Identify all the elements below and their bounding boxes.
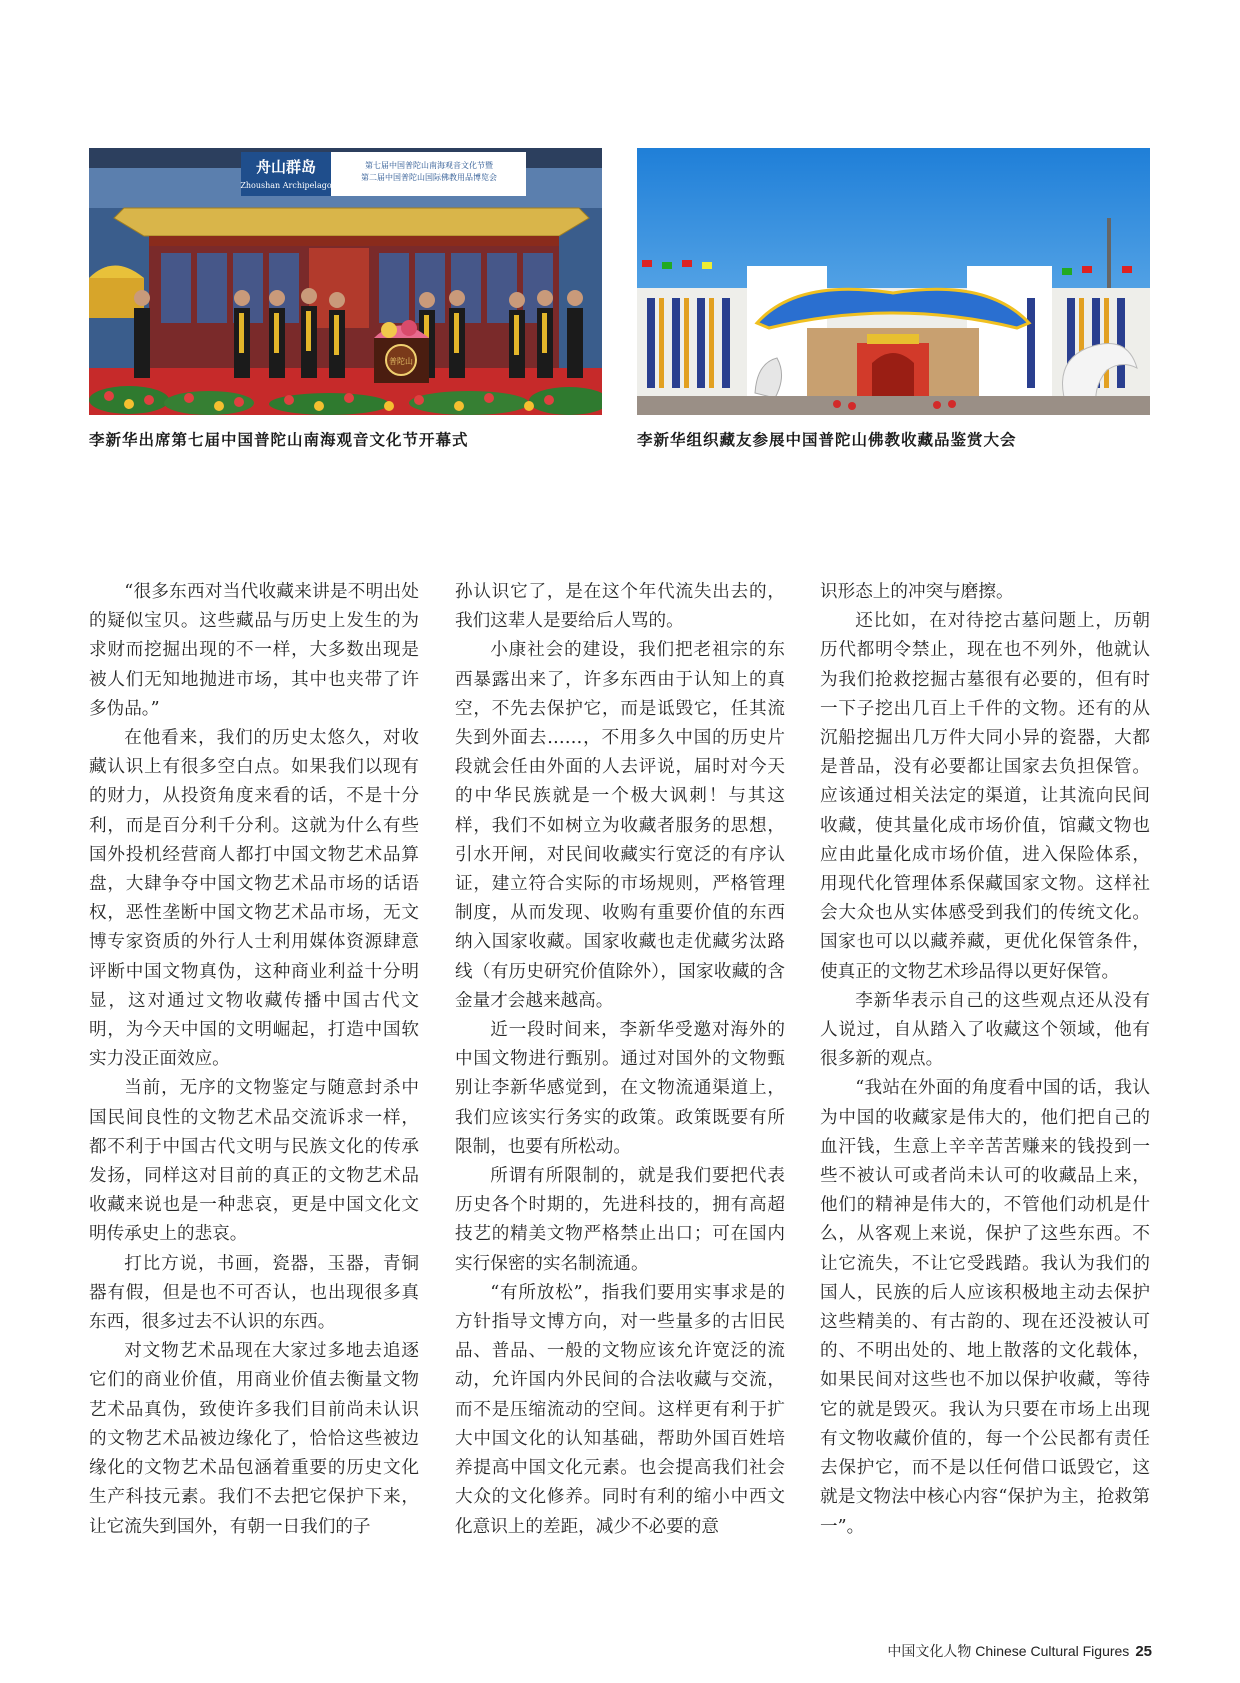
paragraph: 当前，无序的文物鉴定与随意封杀中国民间良性的文物艺术品交流诉求一样，都不利于中国古代文明与民族文化的传承发扬，同样这对目前的真正的文物艺术品收藏来说也是一种悲哀，更是中国文化文明传承史上的悲哀。 [89, 1078, 419, 1245]
paragraph-continued: 识形态上的冲突与磨擦。 [820, 582, 1014, 602]
exhibition-illustration [637, 148, 1150, 415]
banner-title: 舟山群岛 [255, 158, 317, 176]
paragraph: 李新华表示自己的这些观点还从没有人说过，自从踏入了收藏这个领域，他有很多新的观点。 [820, 990, 1150, 1070]
article-column-1 [89, 578, 419, 1542]
banner-subtitle: Zhoushan Archipelago [240, 181, 332, 190]
caption-exhibition-hall: 李新华组织藏友参展中国普陀山佛教收藏品鉴赏大会 [637, 430, 1017, 449]
article-column-2 [455, 578, 785, 1542]
banner-line-2: 第二届中国普陀山国际佛教用品博览会 [361, 173, 497, 182]
paragraph: 对文物艺术品现在大家过多地去追逐它们的商业价值，用商业价值去衡量文物艺术品真伪，致使许多我们目前尚未认识的文物艺术品被边缘化了，恰恰这些被边缘化的文物艺术品包涵着重要的历史文化生产科技元素。我们不去把它保护下来，让它流失到国外，有朝一日我们的子 [89, 1341, 419, 1537]
photo-opening-ceremony [89, 148, 602, 415]
podium-text: 普陀山 [389, 357, 413, 366]
paragraph-continued: 孙认识它了，是在这个年代流失出去的，我们这辈人是要给后人骂的。 [455, 582, 785, 632]
magazine-title: 中国文化人物 Chinese Cultural Figures [887, 1643, 1130, 1659]
paragraph: “有所放松”，指我们要用实事求是的方针指导文博方向，对一些量多的古旧民品、普品、一般的文物应该允许宽泛的流动，允许国内外民间的合法收藏与交流，而不是压缩流动的空间。这样更有利于扩大中国文化的认知基础，帮助外国百姓培养提高中国文化元素。也会提高我们社会大众的文化修养。同时有利的缩小中西文化意识上的差距，减少不必要的意 [455, 1282, 785, 1537]
paragraph: “很多东西对当代收藏来讲是不明出处的疑似宝贝。这些藏品与历史上发生的为求财而挖掘出现的不一样，大多数出现是被人们无知地抛进市场，其中也夹带了许多伪品。” [89, 582, 419, 719]
caption-opening-ceremony: 李新华出席第七届中国普陀山南海观音文化节开幕式 [89, 430, 469, 449]
paragraph: 所谓有所限制的，就是我们要把代表历史各个时期的，先进科技的，拥有高超技艺的精美文物严格禁止出口；可在国内实行保密的实名制流通。 [455, 1166, 785, 1274]
paragraph: 打比方说，书画，瓷器，玉器，青铜器有假，但是也不可否认，也出现很多真东西，很多过去不认识的东西。 [89, 1253, 419, 1333]
banner-line-1: 第七届中国普陀山南海观音文化节暨 [365, 161, 493, 170]
page-footer [887, 1641, 1152, 1661]
paragraph: 小康社会的建设，我们把老祖宗的东西暴露出来了，许多东西由于认知上的真空，不先去保护它，而是诋毁它，任其流失到外面去……，不用多久中国的历史片段就会任由外面的人去评说，届时对今天的中华民族就是一个极大讽刺！与其这样，我们不如树立为收藏者服务的思想，引水开闸，对民间收藏实行宽泛的有序认证，建立符合实际的市场规则，严格管理制度，从而发现、收购有重要价值的东西纳入国家收藏。国家收藏也走优藏劣汰路线（有历史研究价值除外），国家收藏的含金量才会越来越高。 [455, 640, 785, 1011]
paragraph: 近一段时间来，李新华受邀对海外的中国文物进行甄别。通过对国外的文物甄别让李新华感觉到，在文物流通渠道上，我们应该实行务实的政策。政策既要有所限制，也要有所松动。 [455, 1020, 785, 1157]
ceremony-illustration [89, 148, 602, 415]
article-column-3 [820, 578, 1150, 1542]
paragraph: “我站在外面的角度看中国的话，我认为中国的收藏家是伟大的，他们把自己的血汗钱，生意上辛辛苦苦赚来的钱投到一些不被认可或者尚未认可的收藏品上来，他们的精神是伟大的，不管他们动机是什么，从客观上来说，保护了这些东西。不让它流失，不让它受践踏。我认为我们的国人，民族的后人应该积极地主动去保护这些精美的、有古韵的、现在还没被认可的、不明出处的、地上散落的文化载体，如果民间对这些也不加以保护收藏，等待它的就是毁灭。我认为只要在市场上出现有文物收藏价值的，每一个公民都有责任去保护它，而不是以任何借口诋毁它，这就是文物法中核心内容“保护为主，抢救第一”。 [820, 1078, 1150, 1537]
paragraph: 还比如，在对待挖古墓问题上，历朝历代都明令禁止，现在也不列外，他就认为我们抢救挖掘古墓很有必要的，但有时一下子挖出几百上千件的文物。还有的从沉船挖掘出几万件大同小异的瓷器，大都是普品，没有必要都让国家去负担保管。应该通过相关法定的渠道，让其流向民间收藏，使其量化成市场价值，馆藏文物也应由此量化成市场价值，进入保险体系，用现代化管理体系保藏国家文物。这样社会大众也从实体感受到我们的传统文化。国家也可以以藏养藏，更优化保管条件，使真正的文物艺术珍品得以更好保管。 [820, 611, 1150, 982]
photo-exhibition-hall [637, 148, 1150, 415]
page-number: 25 [1135, 1643, 1152, 1660]
paragraph: 在他看来，我们的历史太悠久，对收藏认识上有很多空白点。如果我们以现有的财力，从投资角度来看的话，不是十分利，而是百分利千分利。这就为什么有些国外投机经营商人都打中国文物艺术品算盘，大肆争夺中国文物艺术品市场的话语权，恶性垄断中国文物艺术品市场，无文博专家资质的外行人士利用媒体资源肆意评断中国文物真伪，这种商业利益十分明显，这对通过文物收藏传播中国古代文明，为今天中国的文明崛起，打造中国软实力没正面效应。 [89, 728, 419, 1070]
